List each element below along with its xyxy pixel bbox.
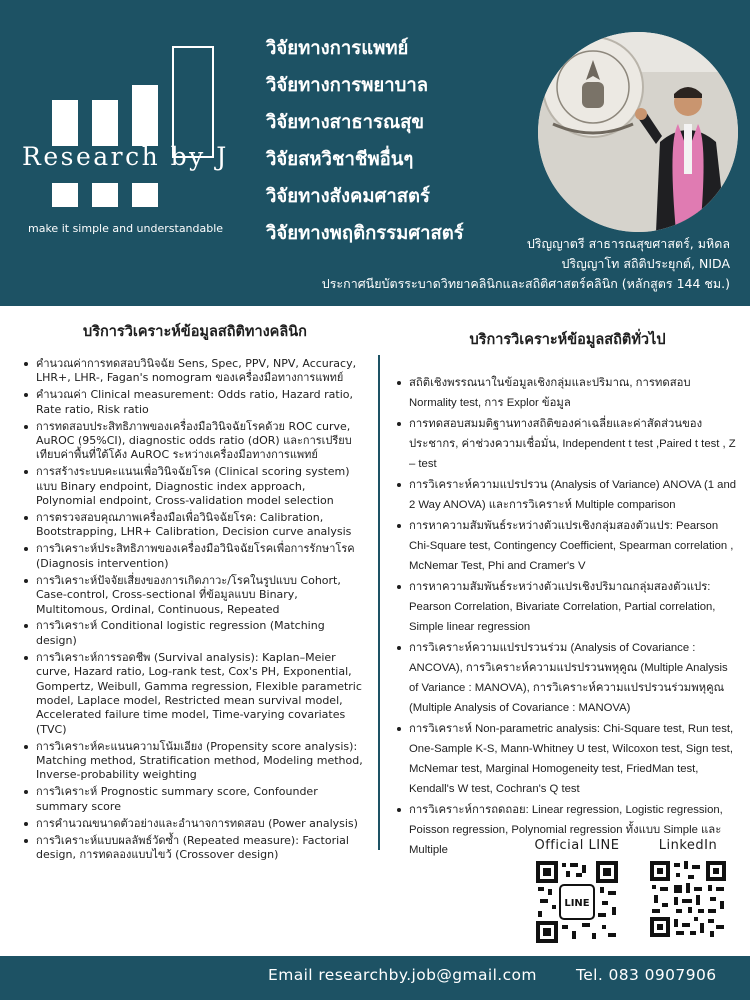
header-banner (0, 0, 750, 306)
clinical-service-item: การคำนวณขนาดตัวอย่างและอำนาจการทดสอบ (Power analysis) (22, 817, 368, 831)
clinical-service-item: การตรวจสอบคุณภาพเครื่องมือเพื่อวินิจฉัยโรค: Calibration, Bootstrapping, LHR+ Calibration, Decision curve analysis (22, 511, 368, 540)
clinical-service-item: คำนวณค่า Clinical measurement: Odds ratio, Hazard ratio, Rate ratio, Risk ratio (22, 388, 368, 417)
credentials-list (322, 234, 730, 294)
clinical-service-item: การวิเคราะห์ Conditional logistic regression (Matching design) (22, 619, 368, 648)
line-qr-code-icon[interactable] (536, 861, 618, 943)
general-service-item: การทดสอบสมมติฐานทางสถิติของค่าเฉลี่ยและค่าสัดส่วนของประชากร, ค่าช่วงความเชื่อมั่น, Independent t test ,Paired t test , Z – test (395, 414, 740, 474)
general-service-item: การวิเคราะห์ความแปรปรวน (Analysis of Variance) ANOVA (1 and 2 Way ANOVA) และการวิเคราะห์ Multiple comparison (395, 475, 740, 515)
clinical-service-item: การทดสอบประสิทธิภาพของเครื่องมือวินิจฉัยโรคด้วย ROC curve, AuROC (95%CI), diagnostic odds ratio (dOR) และการเปรียบเทียบค่าพื้นที่ใต้โค้ง AuROC ระหว่างเครื่องมือทางการแพทย์ (22, 420, 368, 463)
portrait-photo (538, 32, 738, 232)
logo-bar-4 (52, 183, 78, 207)
research-field: วิจัยทางสังคมศาสตร์ (266, 186, 430, 207)
logo-bar-3 (132, 85, 158, 146)
logo-bar-6 (132, 183, 158, 207)
clinical-service-item: การสร้างระบบคะแนนเพื่อวินิจฉัยโรค (Clinical scoring system) แบบ Binary endpoint, Diagnostic index approach, Polynomial endpoint, Cross-validation model selection (22, 465, 368, 508)
research-field: วิจัยทางสาธารณสุข (266, 112, 425, 133)
clinical-service-item: การวิเคราะห์ Prognostic summary score, Confounder summary score (22, 785, 368, 814)
clinical-service-item: การวิเคราะห์ประสิทธิภาพของเครื่องมือวินิจฉัยโรคเพื่อการรักษาโรค (Diagnosis intervention) (22, 542, 368, 571)
column-divider (378, 355, 380, 850)
research-field: วิจัยทางการแพทย์ (266, 38, 409, 59)
general-services-section (395, 312, 740, 861)
general-service-item: การหาความสัมพันธ์ระหว่างตัวแปรเชิงกลุ่มสองตัวแปร: Pearson Chi-Square test, Contingency Coefficient, Spearman correlation , McNemar Test, Phi and Cramer's V (395, 516, 740, 576)
contact-phone[interactable]: Tel. 083 0907906 (576, 966, 717, 984)
research-field: วิจัยทางพฤติกรรมศาสตร์ (266, 223, 464, 244)
linkedin-block[interactable] (640, 838, 736, 937)
general-services-list (395, 373, 740, 860)
contact-email[interactable]: Email researchby.job@gmail.com (268, 966, 537, 984)
general-service-item: สถิติเชิงพรรณนาในข้อมูลเชิงกลุ่มและปริมาณ, การทดสอบ Normality test, การ Explor ข้อมูล (395, 373, 740, 413)
clinical-services-list (22, 357, 368, 862)
general-services-title: บริการวิเคราะห์ข้อมูลสถิติทั่วไป (469, 332, 666, 348)
line-qr-text: LINE (564, 898, 590, 909)
footer-bar (0, 956, 750, 1000)
official-line-block[interactable] (527, 838, 627, 943)
logo-bar-5 (92, 183, 118, 207)
credential-item: ประกาศนียบัตรระบาดวิทยาคลินิกและสถิติศาสตร์คลินิก (หลักสูตร 144 ชม.) (321, 276, 730, 291)
brand-name: Research by J (22, 142, 229, 171)
brand-tagline: make it simple and understandable (28, 222, 224, 235)
official-line-label: Official LINE (534, 838, 620, 853)
linkedin-qr-code-icon[interactable] (650, 861, 726, 937)
clinical-service-item: การวิเคราะห์ปัจจัยเสี่ยงของการเกิดภาวะ/โรคในรูปแบบ Cohort, Case-control, Cross-sectional ที่ข้อมูลแบบ Binary, Multitomous, Ordinal, Continuous, Repeated (22, 574, 368, 617)
logo-bar-2 (92, 100, 118, 146)
clinical-service-item: คำนวณค่าการทดสอบวินิจฉัย Sens, Spec, PPV, NPV, Accuracy, LHR+, LHR-, Fagan's nomogram ของเครื่องมือทางการแพทย์ (22, 357, 368, 386)
general-service-item: การหาความสัมพันธ์ระหว่างตัวแปรเชิงปริมาณกลุ่มสองตัวแปร: Pearson Correlation, Bivariate Correlation, Partial correlation, Simple linear regression (395, 577, 740, 637)
research-fields-list (266, 30, 464, 252)
clinical-services-title: บริการวิเคราะห์ข้อมูลสถิติทางคลินิก (83, 324, 307, 340)
university-seal-icon (543, 37, 643, 137)
general-service-item: การวิเคราะห์ความแปรปรวนร่วม (Analysis of Covariance : ANCOVA), การวิเคราะห์ความแปรปรวนพหุคูณ (Multiple Analysis of Variance : MANOVA), การวิเคราะห์ความแปรปรวนร่วมพหุคูณ (Multiple Analysis of Covariance : MANOVA) (395, 638, 740, 718)
clinical-service-item: การวิเคราะห์แบบผลลัพธ์วัดซ้ำ (Repeated measure): Factorial design, การทดลองแบบไขว้ (Crossover design) (22, 834, 368, 863)
clinical-service-item: การวิเคราะห์การรอดชีพ (Survival analysis): Kaplan–Meier curve, Hazard ratio, Log-rank test, Cox's PH, Exponential, Gompertz, Weibull, Gamma regression, Flexible parametric model, Laplace model, Restricted mean survival model, Accelerated failure time model, Time-varying covariates (TVC) (22, 651, 368, 737)
general-service-item: การวิเคราะห์การถดถอย: Linear regression, Logistic regression, Poisson regression, Polynomial regression ทั้งแบบ Simple และ Multiple (395, 800, 740, 860)
logo-bar-1 (52, 100, 78, 146)
linkedin-label: LinkedIn (658, 838, 718, 853)
credential-item: ปริญญาตรี สาธารณสุขศาสตร์, มหิดล (526, 236, 730, 251)
research-field: วิจัยสหวิชาชีพอื่นๆ (266, 149, 414, 170)
research-field: วิจัยทางการพยาบาล (266, 75, 429, 96)
credential-item: ปริญญาโท สถิติประยุกต์, NIDA (561, 256, 730, 271)
general-service-item: การวิเคราะห์ Non-parametric analysis: Chi-Square test, Run test, One-Sample K-S, Mann-Whitney U test, Wilcoxon test, Sign test, McNemar test, Marginal Homogeneity test, FriedMan test, Kendall's W test, Cochran's Q test (395, 719, 740, 799)
clinical-services-section (22, 312, 368, 865)
clinical-service-item: การวิเคราะห์คะแนนความโน้มเอียง (Propensity score analysis): Matching method, Stratification method, Modeling method, Inverse-probability weighting (22, 740, 368, 783)
